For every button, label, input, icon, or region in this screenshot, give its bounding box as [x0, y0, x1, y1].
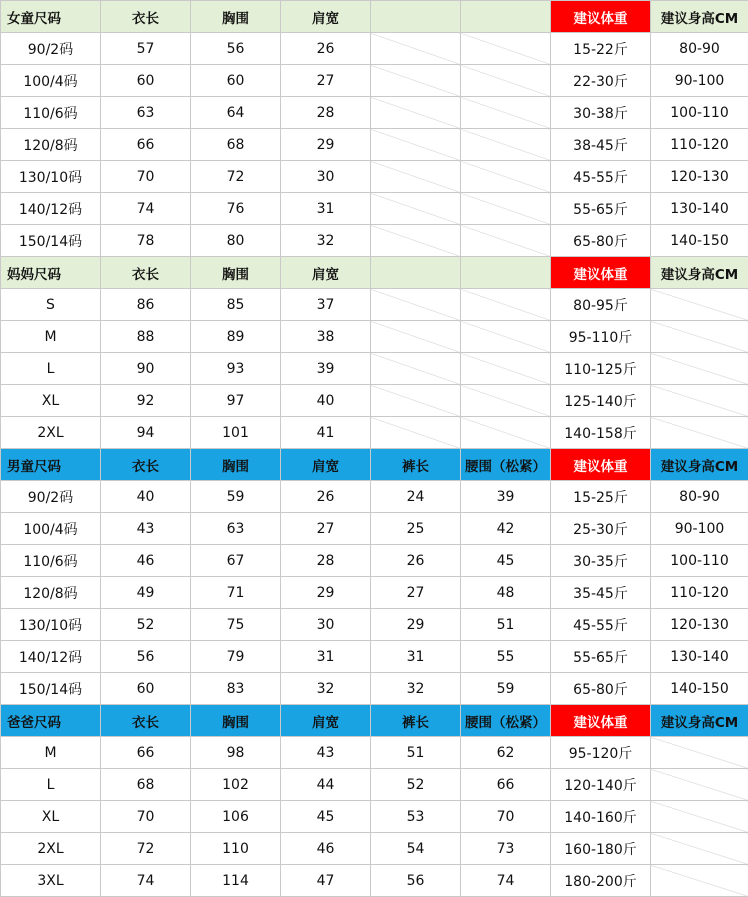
boys-cell-height: 80-90	[651, 481, 748, 513]
dads-header-size: 爸爸尺码	[1, 705, 101, 737]
boys-cell-height: 120-130	[651, 609, 748, 641]
boys-cell-height: 140-150	[651, 673, 748, 705]
dads-header-waist: 腰围（松紧）	[461, 705, 551, 737]
table-row	[1, 865, 748, 897]
boys-cell-chest: 79	[191, 641, 281, 673]
girls-cell-height: 120-130	[651, 161, 748, 193]
girls-cell-shoulder: 26	[281, 33, 371, 65]
boys-cell-size: 100/4码	[1, 513, 101, 545]
moms-cell-size: XL	[1, 385, 101, 417]
boys-cell-pants-length: 32	[371, 673, 461, 705]
dads-cell-waist: 66	[461, 769, 551, 801]
dads-cell-shoulder: 44	[281, 769, 371, 801]
dads-cell-pants-length: 52	[371, 769, 461, 801]
boys-cell-chest: 63	[191, 513, 281, 545]
girls-cell-length: 70	[101, 161, 191, 193]
boys-header-chest: 胸围	[191, 449, 281, 481]
dads-cell-height	[651, 801, 748, 833]
girls-cell-pants-length	[371, 65, 461, 97]
boys-cell-length: 43	[101, 513, 191, 545]
dads-cell-size: 3XL	[1, 865, 101, 897]
dads-cell-pants-length: 56	[371, 865, 461, 897]
boys-cell-pants-length: 25	[371, 513, 461, 545]
girls-cell-pants-length	[371, 33, 461, 65]
dads-cell-length: 72	[101, 833, 191, 865]
boys-header-shoulder: 肩宽	[281, 449, 371, 481]
moms-cell-weight: 140-158斤	[551, 417, 651, 449]
dads-cell-chest: 102	[191, 769, 281, 801]
boys-cell-weight: 65-80斤	[551, 673, 651, 705]
girls-cell-pants-length	[371, 129, 461, 161]
size-chart-body	[1, 1, 748, 897]
moms-cell-height	[651, 321, 748, 353]
moms-cell-waist	[461, 321, 551, 353]
dads-cell-shoulder: 45	[281, 801, 371, 833]
boys-cell-size: 140/12码	[1, 641, 101, 673]
table-row	[1, 801, 748, 833]
moms-cell-pants-length	[371, 289, 461, 321]
girls-cell-size: 150/14码	[1, 225, 101, 257]
boys-cell-shoulder: 29	[281, 577, 371, 609]
boys-cell-size: 110/6码	[1, 545, 101, 577]
table-row	[1, 161, 748, 193]
boys-header-weight: 建议体重	[551, 449, 651, 481]
dads-cell-weight: 160-180斤	[551, 833, 651, 865]
dads-cell-length: 66	[101, 737, 191, 769]
girls-cell-height: 110-120	[651, 129, 748, 161]
girls-cell-height: 140-150	[651, 225, 748, 257]
dads-cell-chest: 98	[191, 737, 281, 769]
boys-cell-weight: 30-35斤	[551, 545, 651, 577]
table-row	[1, 737, 748, 769]
boys-cell-pants-length: 24	[371, 481, 461, 513]
moms-cell-waist	[461, 417, 551, 449]
moms-header-length: 衣长	[101, 257, 191, 289]
dads-cell-height	[651, 833, 748, 865]
girls-cell-pants-length	[371, 97, 461, 129]
moms-cell-height	[651, 353, 748, 385]
girls-cell-shoulder: 29	[281, 129, 371, 161]
boys-cell-length: 40	[101, 481, 191, 513]
moms-cell-shoulder: 38	[281, 321, 371, 353]
moms-cell-length: 90	[101, 353, 191, 385]
dads-header-height: 建议身高CM	[651, 705, 748, 737]
moms-cell-weight: 125-140斤	[551, 385, 651, 417]
girls-cell-length: 60	[101, 65, 191, 97]
moms-cell-pants-length	[371, 417, 461, 449]
girls-cell-weight: 15-22斤	[551, 33, 651, 65]
table-row	[1, 33, 748, 65]
girls-header-waist	[461, 1, 551, 33]
girls-cell-height: 100-110	[651, 97, 748, 129]
moms-cell-length: 94	[101, 417, 191, 449]
girls-cell-chest: 64	[191, 97, 281, 129]
dads-cell-waist: 74	[461, 865, 551, 897]
boys-cell-size: 120/8码	[1, 577, 101, 609]
girls-cell-weight: 65-80斤	[551, 225, 651, 257]
moms-cell-waist	[461, 289, 551, 321]
dads-cell-chest: 106	[191, 801, 281, 833]
boys-cell-waist: 51	[461, 609, 551, 641]
girls-cell-length: 57	[101, 33, 191, 65]
boys-cell-shoulder: 31	[281, 641, 371, 673]
table-row	[1, 833, 748, 865]
moms-cell-shoulder: 41	[281, 417, 371, 449]
girls-cell-waist	[461, 193, 551, 225]
boys-cell-weight: 35-45斤	[551, 577, 651, 609]
girls-cell-size: 110/6码	[1, 97, 101, 129]
boys-cell-shoulder: 27	[281, 513, 371, 545]
moms-cell-shoulder: 39	[281, 353, 371, 385]
girls-cell-shoulder: 28	[281, 97, 371, 129]
girls-header-chest: 胸围	[191, 1, 281, 33]
girls-cell-chest: 56	[191, 33, 281, 65]
boys-header-row	[1, 449, 748, 481]
moms-header-pants-length	[371, 257, 461, 289]
dads-cell-shoulder: 47	[281, 865, 371, 897]
girls-cell-waist	[461, 129, 551, 161]
moms-cell-height	[651, 289, 748, 321]
girls-cell-length: 66	[101, 129, 191, 161]
girls-header-row	[1, 1, 748, 33]
dads-cell-size: M	[1, 737, 101, 769]
dads-cell-length: 68	[101, 769, 191, 801]
table-row	[1, 609, 748, 641]
moms-header-shoulder: 肩宽	[281, 257, 371, 289]
boys-cell-length: 52	[101, 609, 191, 641]
dads-header-shoulder: 肩宽	[281, 705, 371, 737]
dads-header-weight: 建议体重	[551, 705, 651, 737]
girls-cell-waist	[461, 225, 551, 257]
dads-cell-chest: 114	[191, 865, 281, 897]
moms-cell-length: 86	[101, 289, 191, 321]
moms-cell-size: 2XL	[1, 417, 101, 449]
girls-cell-height: 130-140	[651, 193, 748, 225]
dads-header-row	[1, 705, 748, 737]
boys-cell-weight: 55-65斤	[551, 641, 651, 673]
dads-cell-weight: 140-160斤	[551, 801, 651, 833]
dads-cell-pants-length: 53	[371, 801, 461, 833]
table-row	[1, 769, 748, 801]
moms-cell-height	[651, 385, 748, 417]
boys-cell-chest: 75	[191, 609, 281, 641]
girls-cell-weight: 45-55斤	[551, 161, 651, 193]
moms-cell-chest: 85	[191, 289, 281, 321]
table-row	[1, 385, 748, 417]
boys-cell-shoulder: 28	[281, 545, 371, 577]
girls-cell-pants-length	[371, 193, 461, 225]
boys-cell-size: 130/10码	[1, 609, 101, 641]
boys-cell-chest: 83	[191, 673, 281, 705]
moms-header-weight: 建议体重	[551, 257, 651, 289]
dads-cell-pants-length: 54	[371, 833, 461, 865]
table-row	[1, 289, 748, 321]
dads-header-chest: 胸围	[191, 705, 281, 737]
girls-cell-waist	[461, 97, 551, 129]
boys-cell-pants-length: 27	[371, 577, 461, 609]
girls-cell-length: 78	[101, 225, 191, 257]
girls-header-length: 衣长	[101, 1, 191, 33]
moms-cell-length: 92	[101, 385, 191, 417]
girls-cell-chest: 72	[191, 161, 281, 193]
table-row	[1, 321, 748, 353]
girls-cell-chest: 80	[191, 225, 281, 257]
moms-cell-chest: 93	[191, 353, 281, 385]
boys-header-length: 衣长	[101, 449, 191, 481]
girls-cell-pants-length	[371, 225, 461, 257]
boys-cell-pants-length: 26	[371, 545, 461, 577]
boys-header-pants-length: 裤长	[371, 449, 461, 481]
boys-cell-height: 110-120	[651, 577, 748, 609]
table-row	[1, 225, 748, 257]
boys-cell-waist: 59	[461, 673, 551, 705]
moms-cell-chest: 89	[191, 321, 281, 353]
girls-cell-weight: 55-65斤	[551, 193, 651, 225]
girls-cell-height: 90-100	[651, 65, 748, 97]
moms-cell-size: M	[1, 321, 101, 353]
moms-header-height: 建议身高CM	[651, 257, 748, 289]
girls-cell-height: 80-90	[651, 33, 748, 65]
moms-cell-waist	[461, 385, 551, 417]
dads-cell-chest: 110	[191, 833, 281, 865]
boys-cell-pants-length: 31	[371, 641, 461, 673]
girls-cell-waist	[461, 65, 551, 97]
moms-cell-pants-length	[371, 321, 461, 353]
girls-cell-size: 130/10码	[1, 161, 101, 193]
boys-cell-size: 150/14码	[1, 673, 101, 705]
boys-cell-pants-length: 29	[371, 609, 461, 641]
boys-cell-chest: 59	[191, 481, 281, 513]
dads-cell-height	[651, 865, 748, 897]
moms-cell-shoulder: 37	[281, 289, 371, 321]
moms-cell-pants-length	[371, 385, 461, 417]
girls-cell-pants-length	[371, 161, 461, 193]
table-row	[1, 513, 748, 545]
girls-header-weight: 建议体重	[551, 1, 651, 33]
moms-cell-waist	[461, 353, 551, 385]
girls-header-pants-length	[371, 1, 461, 33]
dads-cell-weight: 95-120斤	[551, 737, 651, 769]
girls-header-height: 建议身高CM	[651, 1, 748, 33]
girls-cell-shoulder: 27	[281, 65, 371, 97]
dads-cell-weight: 180-200斤	[551, 865, 651, 897]
boys-cell-waist: 39	[461, 481, 551, 513]
girls-cell-chest: 60	[191, 65, 281, 97]
girls-cell-size: 90/2码	[1, 33, 101, 65]
girls-cell-weight: 30-38斤	[551, 97, 651, 129]
boys-cell-shoulder: 26	[281, 481, 371, 513]
girls-cell-weight: 22-30斤	[551, 65, 651, 97]
moms-cell-shoulder: 40	[281, 385, 371, 417]
boys-cell-weight: 25-30斤	[551, 513, 651, 545]
boys-cell-length: 56	[101, 641, 191, 673]
table-row	[1, 353, 748, 385]
girls-cell-chest: 76	[191, 193, 281, 225]
boys-cell-shoulder: 32	[281, 673, 371, 705]
moms-cell-length: 88	[101, 321, 191, 353]
girls-cell-shoulder: 31	[281, 193, 371, 225]
boys-cell-shoulder: 30	[281, 609, 371, 641]
boys-cell-height: 100-110	[651, 545, 748, 577]
girls-cell-weight: 38-45斤	[551, 129, 651, 161]
moms-cell-weight: 95-110斤	[551, 321, 651, 353]
dads-cell-length: 74	[101, 865, 191, 897]
dads-cell-size: L	[1, 769, 101, 801]
girls-cell-chest: 68	[191, 129, 281, 161]
boys-header-size: 男童尺码	[1, 449, 101, 481]
dads-cell-shoulder: 43	[281, 737, 371, 769]
boys-header-waist: 腰围（松紧）	[461, 449, 551, 481]
girls-cell-size: 140/12码	[1, 193, 101, 225]
table-row	[1, 673, 748, 705]
boys-cell-length: 46	[101, 545, 191, 577]
dads-cell-shoulder: 46	[281, 833, 371, 865]
table-row	[1, 97, 748, 129]
dads-cell-weight: 120-140斤	[551, 769, 651, 801]
girls-header-size: 女童尺码	[1, 1, 101, 33]
girls-cell-length: 74	[101, 193, 191, 225]
girls-cell-size: 120/8码	[1, 129, 101, 161]
dads-cell-pants-length: 51	[371, 737, 461, 769]
dads-header-length: 衣长	[101, 705, 191, 737]
moms-header-chest: 胸围	[191, 257, 281, 289]
boys-cell-length: 49	[101, 577, 191, 609]
girls-cell-shoulder: 32	[281, 225, 371, 257]
dads-header-pants-length: 裤长	[371, 705, 461, 737]
table-row	[1, 481, 748, 513]
table-row	[1, 193, 748, 225]
boys-cell-weight: 45-55斤	[551, 609, 651, 641]
dads-cell-height	[651, 769, 748, 801]
moms-cell-pants-length	[371, 353, 461, 385]
dads-cell-length: 70	[101, 801, 191, 833]
moms-header-waist	[461, 257, 551, 289]
moms-header-row	[1, 257, 748, 289]
boys-cell-height: 90-100	[651, 513, 748, 545]
moms-cell-height	[651, 417, 748, 449]
girls-cell-waist	[461, 33, 551, 65]
moms-cell-chest: 101	[191, 417, 281, 449]
girls-cell-length: 63	[101, 97, 191, 129]
boys-cell-length: 60	[101, 673, 191, 705]
boys-cell-waist: 55	[461, 641, 551, 673]
boys-cell-weight: 15-25斤	[551, 481, 651, 513]
girls-header-shoulder: 肩宽	[281, 1, 371, 33]
table-row	[1, 129, 748, 161]
moms-cell-weight: 80-95斤	[551, 289, 651, 321]
dads-cell-size: XL	[1, 801, 101, 833]
boys-header-height: 建议身高CM	[651, 449, 748, 481]
moms-cell-weight: 110-125斤	[551, 353, 651, 385]
boys-cell-waist: 42	[461, 513, 551, 545]
boys-cell-chest: 67	[191, 545, 281, 577]
boys-cell-waist: 48	[461, 577, 551, 609]
boys-cell-height: 130-140	[651, 641, 748, 673]
boys-cell-size: 90/2码	[1, 481, 101, 513]
table-row	[1, 417, 748, 449]
boys-cell-chest: 71	[191, 577, 281, 609]
dads-cell-height	[651, 737, 748, 769]
table-row	[1, 641, 748, 673]
moms-header-size: 妈妈尺码	[1, 257, 101, 289]
dads-cell-waist: 62	[461, 737, 551, 769]
girls-cell-waist	[461, 161, 551, 193]
table-row	[1, 65, 748, 97]
dads-cell-waist: 70	[461, 801, 551, 833]
moms-cell-size: S	[1, 289, 101, 321]
girls-cell-size: 100/4码	[1, 65, 101, 97]
girls-cell-shoulder: 30	[281, 161, 371, 193]
moms-cell-chest: 97	[191, 385, 281, 417]
dads-cell-waist: 73	[461, 833, 551, 865]
table-row	[1, 545, 748, 577]
moms-cell-size: L	[1, 353, 101, 385]
dads-cell-size: 2XL	[1, 833, 101, 865]
boys-cell-waist: 45	[461, 545, 551, 577]
table-row	[1, 577, 748, 609]
